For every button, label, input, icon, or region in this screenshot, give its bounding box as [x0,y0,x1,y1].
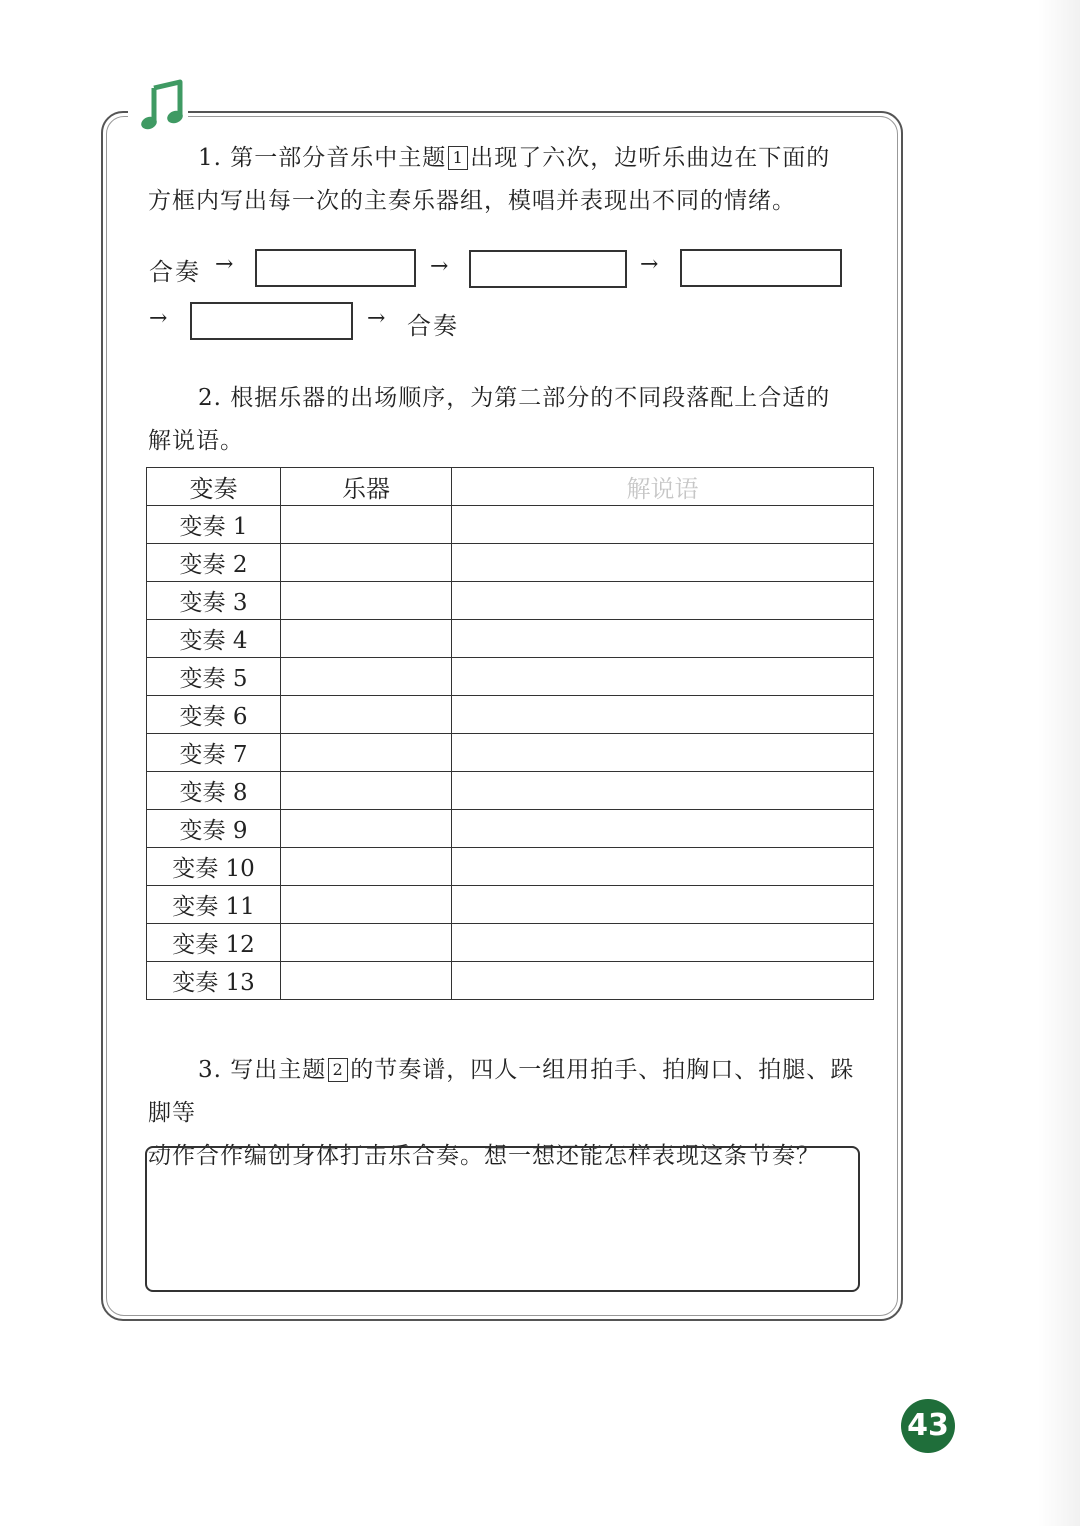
instrument-cell[interactable] [281,886,452,924]
question-2 [148,377,866,463]
instrument-cell[interactable] [281,620,452,658]
flow-end-label: 合奏 [407,312,459,340]
variation-label: 变奏 9 [147,810,281,848]
instrument-cell[interactable] [281,772,452,810]
variation-label: 变奏 11 [147,886,281,924]
variation-label: 变奏 10 [147,848,281,886]
instrument-cell[interactable] [281,924,452,962]
instrument-box-2[interactable] [469,250,627,288]
instrument-box-1[interactable] [255,249,416,287]
rhythm-answer-box[interactable] [145,1146,860,1292]
table-row [147,886,874,924]
instrument-cell[interactable] [281,544,452,582]
instrument-cell[interactable] [281,582,452,620]
header-instrument: 乐器 [281,468,452,506]
variation-label: 变奏 4 [147,620,281,658]
question-1 [148,137,866,223]
variation-label: 变奏 13 [147,962,281,1000]
variation-label: 变奏 12 [147,924,281,962]
q2-line1: 2. 根据乐器的出场顺序，为第二部分的不同段落配上合适的 [198,385,831,411]
table-row [147,620,874,658]
table-row [147,658,874,696]
variation-table [146,467,874,1000]
variation-label: 变奏 2 [147,544,281,582]
instrument-cell[interactable] [281,810,452,848]
instrument-box-3[interactable] [680,249,842,287]
page-number-badge: 43 [901,1399,955,1453]
music-note-icon [140,76,186,132]
commentary-cell[interactable] [452,506,874,544]
commentary-cell[interactable] [452,886,874,924]
instrument-cell[interactable] [281,734,452,772]
q1-line1: 1. 第一部分音乐中主题 [198,145,447,171]
flow-arrow-4: → [149,306,168,331]
commentary-cell[interactable] [452,734,874,772]
flow-start-label: 合奏 [149,258,201,286]
commentary-cell[interactable] [452,772,874,810]
instrument-cell[interactable] [281,962,452,1000]
table-row [147,582,874,620]
commentary-cell[interactable] [452,848,874,886]
q1-line1-end: 出现了六次，边听乐曲边在下面的 [470,145,831,171]
variation-label: 变奏 7 [147,734,281,772]
instrument-cell[interactable] [281,506,452,544]
q3-line2: 动作合作编创身体打击乐合奏。想一想还能怎样表现这条节奏？ [148,1143,820,1169]
variation-label: 变奏 1 [147,506,281,544]
instrument-cell[interactable] [281,696,452,734]
commentary-cell[interactable] [452,696,874,734]
variation-label: 变奏 8 [147,772,281,810]
table-row [147,772,874,810]
table-row [147,810,874,848]
flow-arrow-1: → [215,252,234,277]
header-variation: 变奏 [147,468,281,506]
table-row [147,848,874,886]
flow-arrow-5: → [367,306,386,331]
table-row [147,544,874,582]
table-row [147,924,874,962]
flow-arrow-3: → [640,252,659,277]
variation-label: 变奏 6 [147,696,281,734]
q2-line2: 解说语。 [148,428,244,454]
commentary-cell[interactable] [452,544,874,582]
commentary-cell[interactable] [452,810,874,848]
commentary-cell[interactable] [452,582,874,620]
q1-line2: 方框内写出每一次的主奏乐器组，模唱并表现出不同的情绪。 [148,188,796,214]
table-row [147,734,874,772]
table-header-row [147,468,874,506]
flow-arrow-2: → [430,254,449,279]
header-commentary: 解说语 [452,468,874,506]
instrument-box-4[interactable] [190,302,353,340]
table-row [147,696,874,734]
page-edge-shade [1038,0,1080,1526]
table-row [147,962,874,1000]
commentary-cell[interactable] [452,924,874,962]
commentary-cell[interactable] [452,658,874,696]
instrument-cell[interactable] [281,848,452,886]
q3-line1: 3. 写出主题 [198,1057,327,1083]
theme-2-marker: 2 [328,1058,348,1082]
variation-label: 变奏 3 [147,582,281,620]
variation-label: 变奏 5 [147,658,281,696]
commentary-cell[interactable] [452,962,874,1000]
table-row [147,506,874,544]
instrument-cell[interactable] [281,658,452,696]
commentary-cell[interactable] [452,620,874,658]
theme-1-marker: 1 [448,146,468,170]
q3-line1-end: 的节奏谱，四人一组用拍手、拍胸口、拍腿、跺脚等 [148,1057,855,1126]
